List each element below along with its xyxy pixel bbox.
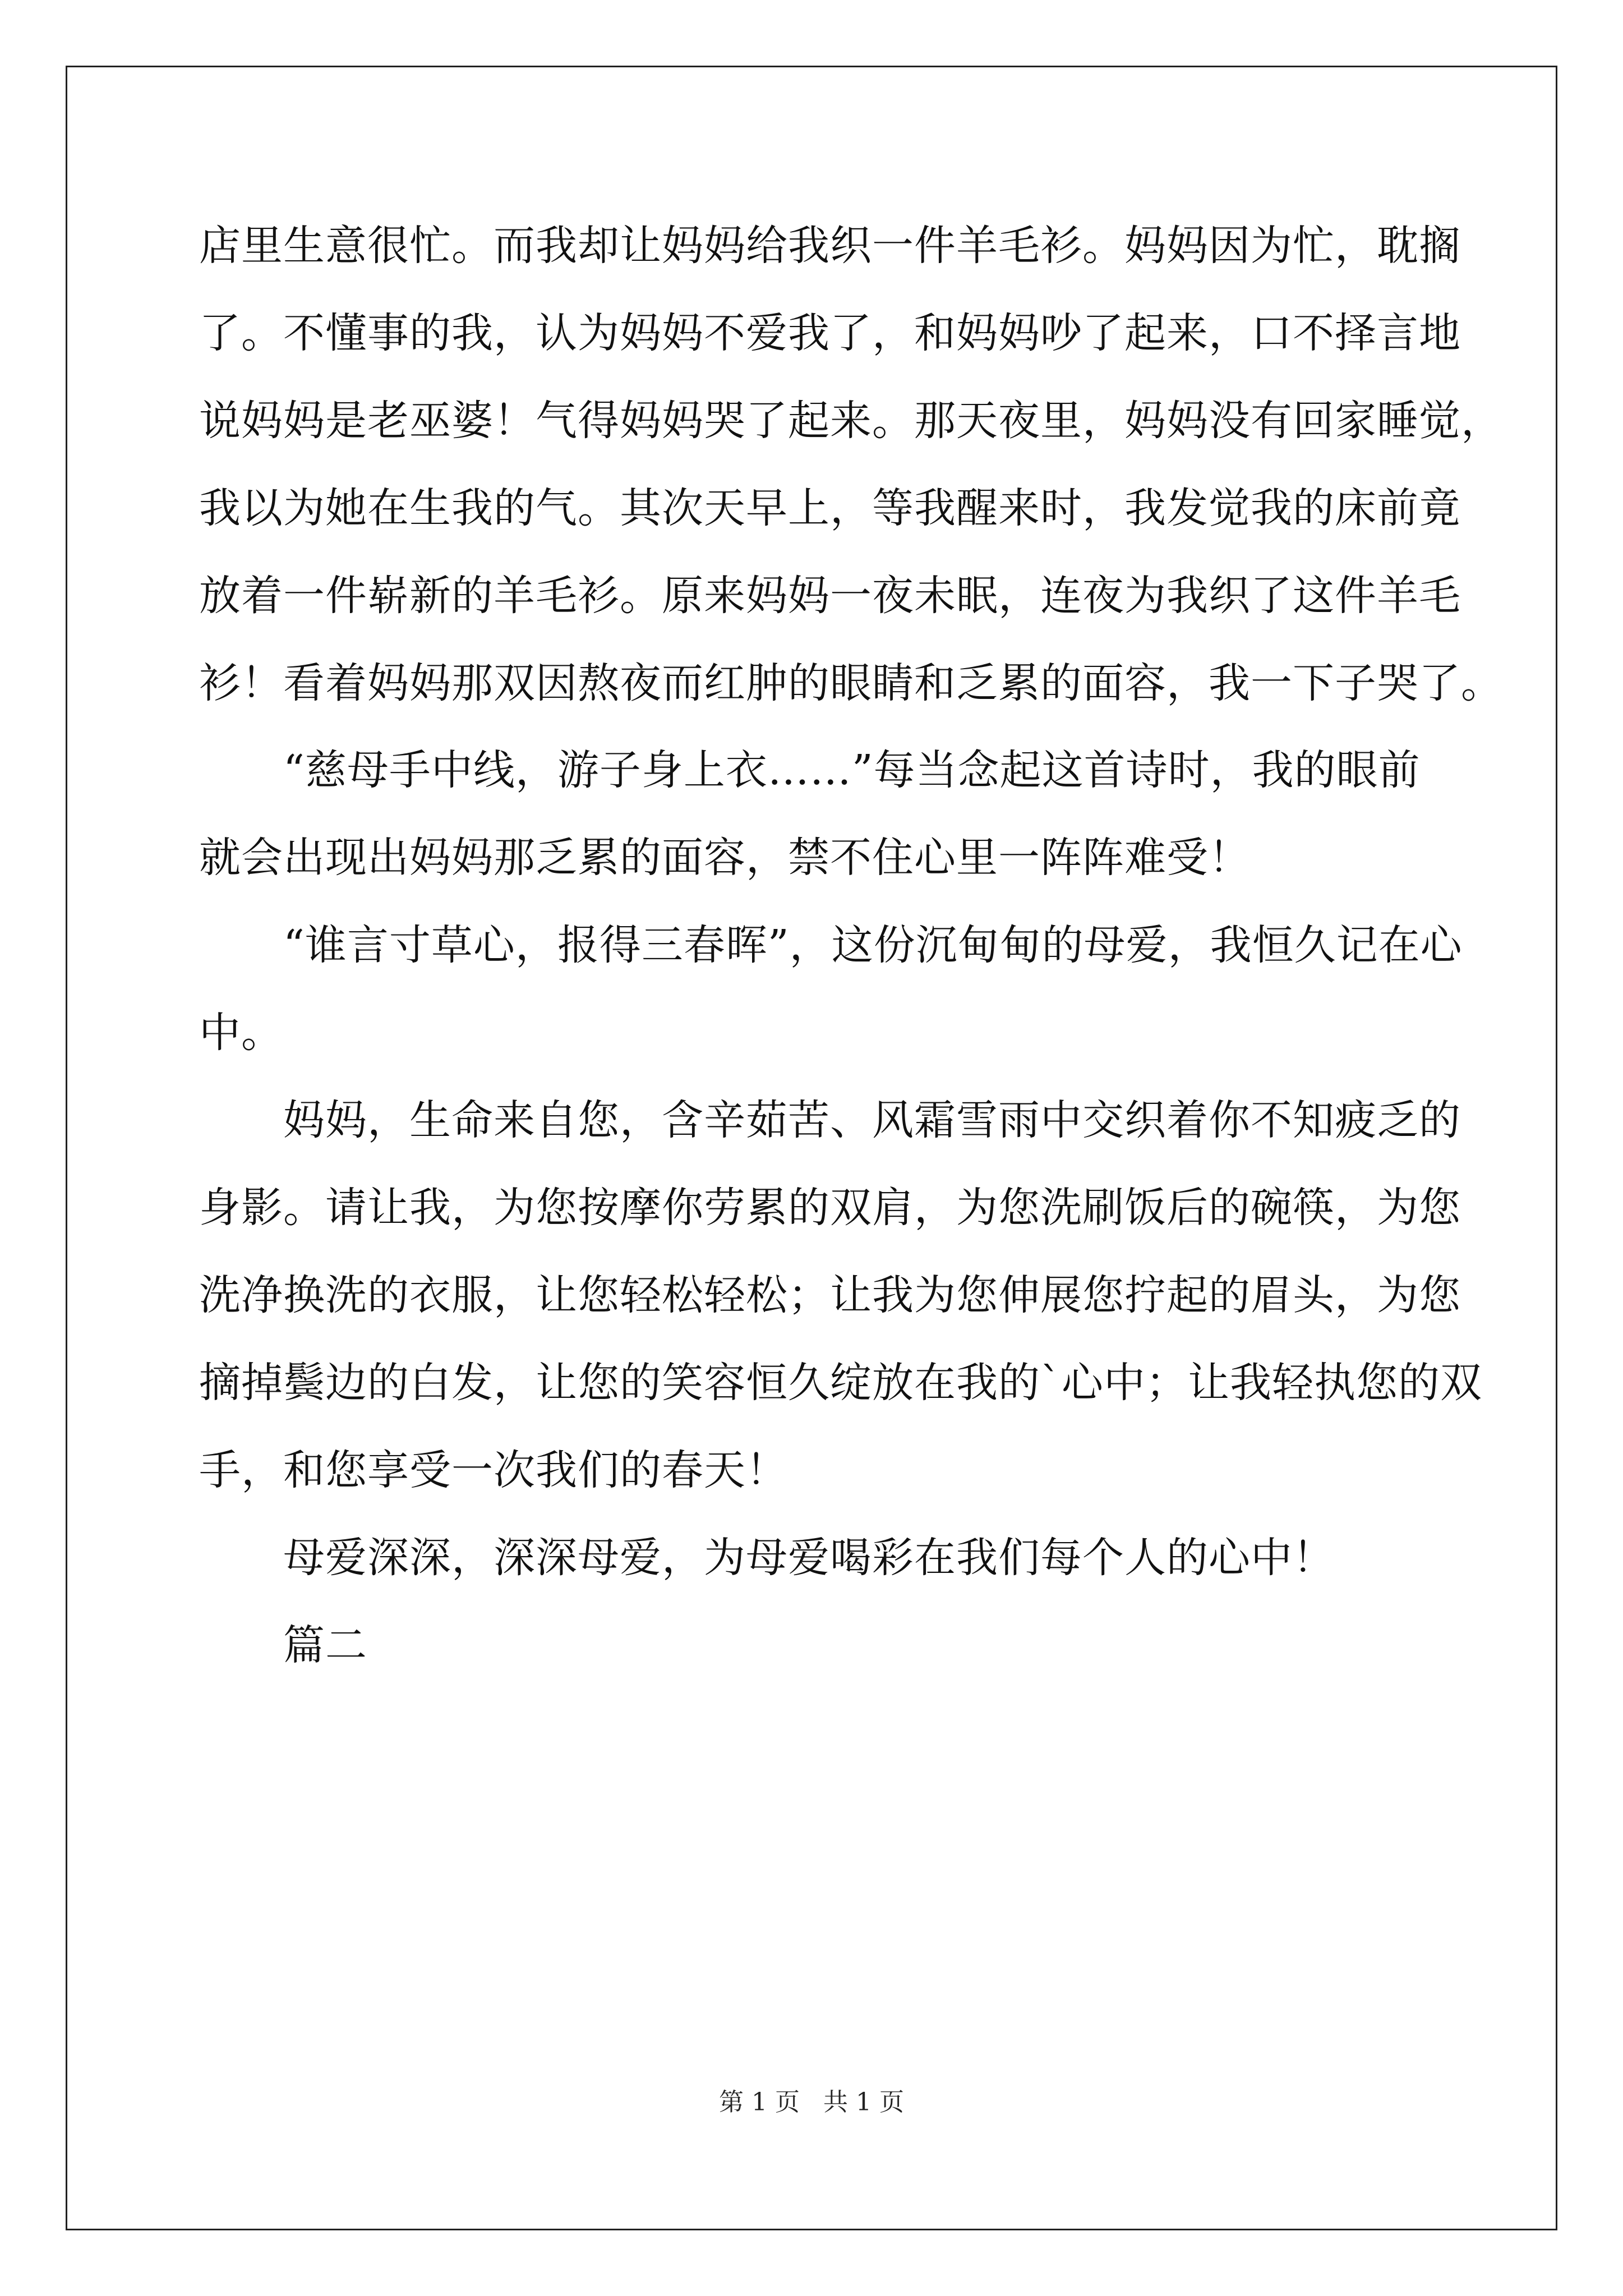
text-line: 衫！看着妈妈那双因熬夜而红肿的眼睛和乏累的面容，我一下子哭了。 [199, 659, 1503, 707]
page-footer [0, 2086, 1623, 2119]
text-line: 洗净换洗的衣服，让您轻松轻松；让我为您伸展您拧起的眉头，为您 [199, 1271, 1461, 1319]
text-line: 母爱深深，深深母爱，为母爱喝彩在我们每个人的心中！ [283, 1534, 1335, 1582]
text-line: 摘掉鬓边的白发，让您的笑容恒久绽放在我的`心中；让我轻执您的双 [199, 1359, 1482, 1407]
text-line: 就会出现出妈妈那乏累的面容，禁不住心里一阵阵难受！ [199, 834, 1251, 882]
page-total: 共 1 页 [823, 2088, 904, 2116]
text-line: “谁言寸草心，报得三春晖”，这份沉甸甸的母爱，我恒久记在心 [283, 921, 1463, 969]
text-line: 了。不懂事的我，认为妈妈不爱我了，和妈妈吵了起来，口不择言地 [199, 309, 1461, 357]
text-line: 手，和您享受一次我们的春天！ [199, 1446, 788, 1494]
section-heading: 篇二 [283, 1621, 367, 1669]
text-line: 身影。请让我，为您按摩你劳累的双肩，为您洗刷饭后的碗筷，为您 [199, 1184, 1461, 1232]
text-line: 说妈妈是老巫婆！气得妈妈哭了起来。那天夜里，妈妈没有回家睡觉， [199, 397, 1503, 445]
text-line: 放着一件崭新的羊毛衫。原来妈妈一夜未眠，连夜为我织了这件羊毛 [199, 572, 1461, 620]
page-number: 第 1 页 [719, 2088, 800, 2116]
text-line: 中。 [199, 1009, 283, 1057]
text-line: 妈妈，生命来自您，含辛茹苦、风霜雪雨中交织着你不知疲乏的 [283, 1096, 1461, 1144]
text-line: 店里生意很忙。而我却让妈妈给我织一件羊毛衫。妈妈因为忙，耽搁 [199, 222, 1461, 270]
text-line: 我以为她在生我的气。其次天早上，等我醒来时，我发觉我的床前竟 [199, 484, 1461, 532]
text-line: “慈母手中线，游子身上衣……”每当念起这首诗时，我的眼前 [283, 746, 1421, 794]
